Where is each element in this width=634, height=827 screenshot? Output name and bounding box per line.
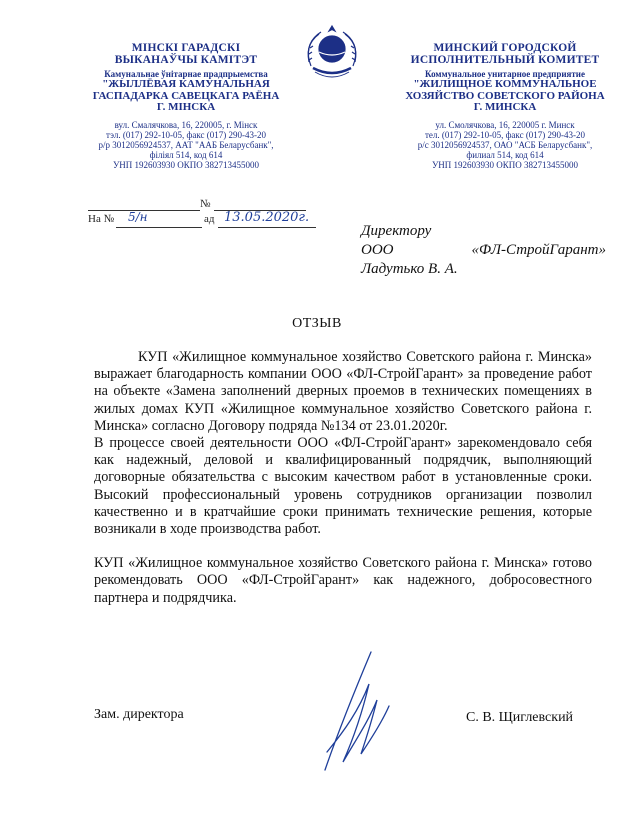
- handwritten-signature: [315, 640, 405, 775]
- signature-position: Зам. директора: [94, 707, 184, 722]
- addressee-block: [361, 222, 606, 279]
- paragraph-assessment: В процессе своей деятельности ООО «ФЛ-СтройГарант» зарекомендовало себя как надежный, деловой и квалифицированный подрядчик, выполняющий договорные обязательства с высоким качеством работ в установленные сроки. Высокий профессиональный уровень сотрудников организации позволил качественно и в кратчайшие сроки принимать технические решения, которые возникали в ходе производства работ.: [94, 435, 592, 538]
- right-enterprise-line2: ХОЗЯЙСТВО СОВЕТСКОГО РАЙОНА: [405, 89, 605, 102]
- na-label: На №: [88, 213, 115, 225]
- signatory-name: С. В. Щиглевский: [466, 710, 574, 725]
- left-addr-line1: вул. Смалячкова, 16, 220005, г. Мінск: [114, 119, 258, 130]
- left-enterprise-type: Камунальнае ўнітарнае прадпрыемства: [104, 69, 268, 79]
- right-enterprise-type: Коммунальное унитарное предприятие: [425, 69, 585, 79]
- paragraph-gratitude: КУП «Жилищное коммунальное хозяйство Советского района г. Минска» выражает благодарность компании ООО «ФЛ-СтройГарант» за проведение работ на объекте «Замена заполнений дверных проемов в технических помещениях в жилых домах КУП «Жилищное коммунальное хозяйство Советского района г. Минска» согласно Договору подряда №134 от 23.01.2020г.: [94, 349, 592, 434]
- right-enterprise-line1: "ЖИЛИЩНОЕ КОММУНАЛЬНОЕ: [413, 78, 597, 90]
- right-addr-line4: филиал 514, код 614: [466, 150, 544, 161]
- left-header: [72, 42, 300, 171]
- addressee-title: Директору: [361, 223, 432, 239]
- right-addr-line2: тел. (017) 292-10-05, факс (017) 290-43-20: [424, 129, 586, 140]
- left-enterprise-line1: "ЖЫЛЛЁВАЯ КАМУНАЛЬНАЯ: [102, 78, 270, 90]
- ad-value: 13.05.2020г.: [224, 210, 310, 225]
- left-addr-line2: тэл. (017) 292-10-05, факс (017) 290-43-20: [105, 129, 267, 140]
- right-address: [392, 120, 618, 171]
- right-enterprise-line3: Г. МИНСКА: [473, 101, 537, 113]
- document-body: [94, 349, 592, 607]
- paragraph-recommendation: КУП «Жилищное коммунальное хозяйство Советского района г. Минска» готово рекомендовать ООО «ФЛ-СтройГарант» как надежного, добросовестного партнера и подрядчика.: [94, 555, 592, 606]
- registration-reference-line: [88, 210, 328, 230]
- left-address: [72, 120, 300, 171]
- addressee-name: Ладутько В. А.: [361, 261, 458, 277]
- left-addr-line4: філіял 514, код 614: [149, 150, 223, 161]
- addressee-company: [361, 241, 606, 260]
- left-enterprise-line2: ГАСПАДАРКА САВЕЦКАГА РАЁНА: [92, 89, 280, 102]
- state-emblem-icon: [299, 22, 365, 84]
- left-addr-line3: р/р 3012056924537, ААТ "ААБ Беларусбанк",: [98, 139, 274, 150]
- right-addr-line1: ул. Смолячкова, 16, 220005 г. Минск: [435, 119, 575, 130]
- left-addr-line5: УНП 192603930 ОКПО 382713455000: [112, 160, 260, 171]
- left-org-line1: МІНСКІ ГАРАДСКІ: [131, 42, 241, 54]
- right-addr-line5: УНП 192603930 ОКПО 382713455000: [431, 160, 579, 171]
- right-header: [392, 42, 618, 171]
- addressee-org-name: «ФЛ-СтройГарант»: [471, 242, 606, 258]
- number-sign: №: [200, 198, 211, 210]
- right-addr-line3: р/с 3012056924537, ОАО "АСБ Беларусбанк",: [417, 139, 593, 150]
- left-org-line2: ВЫКАНАЎЧЫ КАМІТЭТ: [114, 54, 258, 66]
- right-org-line2: ИСПОЛНИТЕЛЬНЫЙ КОМИТЕТ: [410, 54, 600, 66]
- addressee-org-form: ООО: [361, 242, 394, 258]
- ad-label: ад: [204, 213, 215, 225]
- left-enterprise-line3: Г. МІНСКА: [156, 101, 216, 113]
- right-org-line1: МИНСКИЙ ГОРОДСКОЙ: [433, 42, 577, 54]
- na-value: 5/н: [128, 210, 148, 224]
- document-title: ОТЗЫВ: [292, 316, 342, 331]
